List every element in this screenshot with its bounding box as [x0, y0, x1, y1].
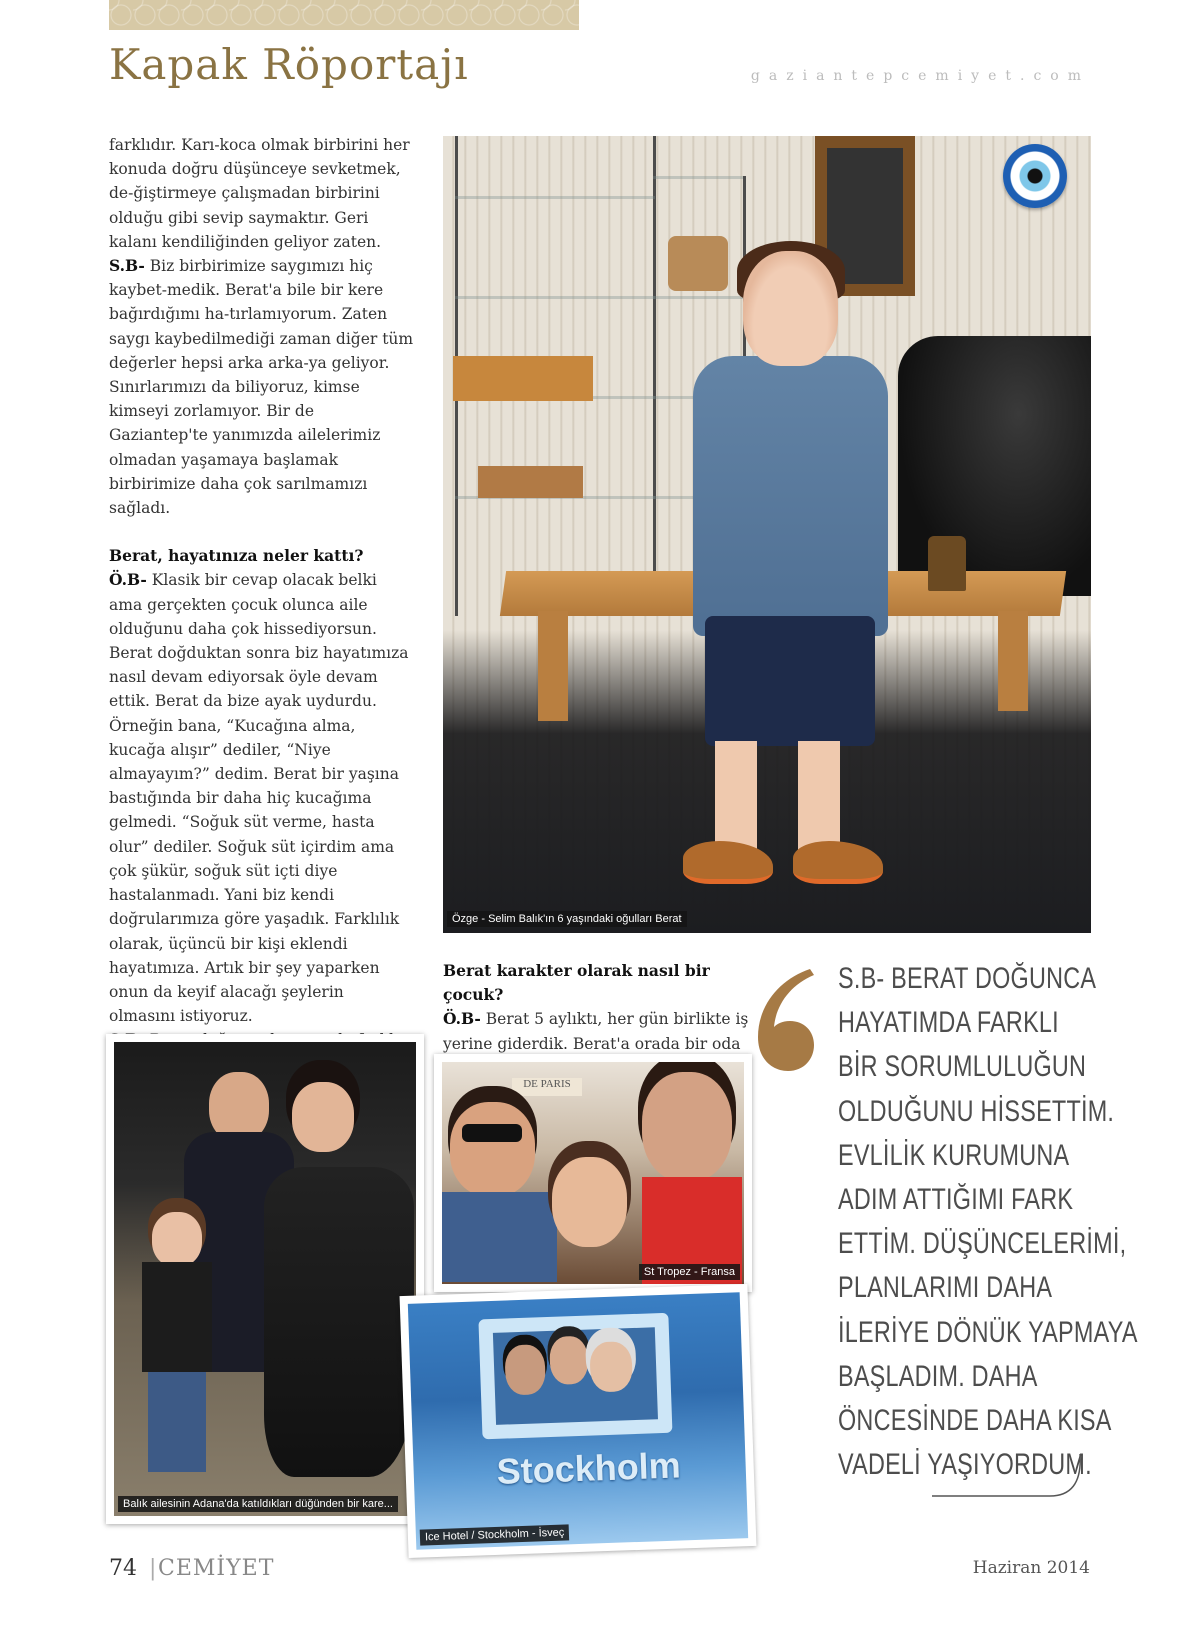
pull-quote-line: HAYATIMDA FARKLI [838, 1006, 1059, 1040]
paragraph [443, 1007, 763, 1055]
pull-quote-line: EVLİLİK KURUMUNA [838, 1138, 1070, 1172]
man-face [504, 1344, 546, 1395]
paragraph: farklıdır. Karı-koca olmak birbirini her konuda doğru düşünceye sevketmek, de-ğiştirmeye çalışmadan birbirini olduğu gibi sevip saymaktır. Geri kalanı kendiliğinden geliyor zaten. [109, 136, 410, 251]
wedding-photo [106, 1034, 424, 1524]
section-title: Kapak Röportajı [109, 40, 469, 89]
cafe-sign: DE PARIS [512, 1078, 582, 1096]
speaker-label: Ö.B- [443, 1009, 481, 1029]
child-face [552, 1157, 627, 1247]
speaker-label: Ö.B- [109, 570, 147, 590]
paragraph [109, 568, 414, 1028]
woman-face [642, 1072, 732, 1182]
paragraph [109, 254, 414, 520]
pull-quote-line: ÖNCESİNDE DAHA KISA [838, 1404, 1112, 1438]
boy-shorts [705, 616, 875, 746]
wooden-box [478, 466, 583, 498]
magazine-name: CEMİYET [158, 1556, 275, 1581]
pull-quote-line: BİR SORUMLULUĞUN [838, 1050, 1087, 1084]
pull-quote-line: OLDUĞUNU HİSSETTİM. [838, 1094, 1115, 1128]
wooden-box [453, 356, 593, 401]
site-url: gaziantepcemiyet.com [750, 68, 1090, 84]
pull-quote-line: ADIM ATTIĞIMI FARK [838, 1183, 1074, 1217]
pull-quote-line: S.B- BERAT DOĞUNCA [838, 962, 1097, 995]
pull-quote-line: VADELİ YAŞIYORDUM. [838, 1448, 1092, 1482]
paragraph-text: Berat 5 aylıktı, her gün birlikte iş yerine giderdik. Berat'a orada bir oda [443, 1010, 749, 1053]
boy-jacket [142, 1262, 212, 1372]
interview-question: Berat, hayatınıza neler kattı? [109, 546, 364, 566]
child-face [589, 1341, 633, 1392]
stockholm-ice-sign: Stockholm [495, 1444, 682, 1492]
pull-quote-line: İLERİYE DÖNÜK YAPMAYA [838, 1315, 1138, 1349]
evil-eye-icon [1003, 144, 1067, 208]
speaker-label: S.B- [109, 256, 145, 276]
boy-shirt [693, 356, 888, 636]
man-shirt [442, 1192, 557, 1282]
woman-face [549, 1336, 589, 1385]
pull-quote-line: ETTİM. DÜŞÜNCELERİMİ, [838, 1227, 1127, 1261]
photo-caption: Balık ailesinin Adana'da katıldıkları düğünden bir kare... [118, 1496, 398, 1512]
page-number: 74 [109, 1556, 137, 1581]
boy-face [743, 251, 838, 366]
boat-shoe [793, 841, 883, 884]
paragraph-text: Biz birbirimize saygımızı hiç kaybet-medik. Berat'a bile bir kere bağırdığımı ha-tırlamıyorum. Zaten saygı kaybedilmediği zaman diğer tüm değerler hepsi arka arka-ya geliyor. Sınırlarımızı da biliyoruz, kimse kimseyi zorlamıyor. Bir de Gaziantep'te yanımızda ailelerimiz olmadan yaşamaya başlamak birbirimize daha çok sarılmamızı sağladı. [109, 257, 414, 518]
man-face [450, 1102, 535, 1197]
main-photo-berat [443, 136, 1091, 933]
sunglasses [462, 1124, 522, 1142]
pull-quote-line: PLANLARIMI DAHA [838, 1271, 1053, 1305]
middle-text-column [443, 959, 763, 1056]
folio-separator: | [149, 1556, 157, 1581]
leather-sofa [898, 336, 1091, 596]
boy-face [152, 1212, 202, 1267]
paragraph-text: Klasik bir cevap olacak belki ama gerçekten çocuk olunca aile olduğunu daha çok hissediyorsun. Berat doğduktan sonra biz hayatımıza nasıl devam ediyorsak öyle devam ettik. Berat da bize ayak uydurdu. Örneğin bana, “Kucağına alma, kucağa alışır” dediler, “Niye almayayım?” dedim. Berat bir yaşına bastığında bir daha hiç kucağıma gelmedi. “Soğuk süt verme, hasta olur” dediler. Soğuk süt içirdim ama çok şükür, soğuk süt içti diye hastalanmadı. Yani biz kendi doğrularımıza göre yaşadık. Farklılık olarak, üçüncü bir kişi eklendi hayatımıza. Artık bir şey yaparken onun da keyif alacağı şeylerin olmasını istiyoruz. [109, 571, 409, 1026]
issue-date: Haziran 2014 [972, 1558, 1090, 1578]
woman-dress [264, 1167, 414, 1477]
photo-caption: St Tropez - Fransa [639, 1264, 740, 1280]
pull-quote [838, 957, 1138, 1487]
pull-quote-line: BAŞLADIM. DAHA [838, 1359, 1038, 1393]
brass-jar [928, 536, 966, 591]
boat-shoe [683, 841, 773, 884]
ice-hotel-photo [400, 1284, 757, 1558]
woman-face [292, 1082, 354, 1152]
boy-jeans [148, 1372, 206, 1472]
quote-mark-icon [752, 965, 822, 1075]
photo-caption: Ice Hotel / Stockholm - İsveç [420, 1524, 570, 1545]
quote-end-flourish [930, 1450, 1090, 1500]
interview-question: Berat karakter olarak nasıl bir çocuk? [443, 961, 710, 1005]
st-tropez-photo [434, 1054, 752, 1292]
photo-caption: Özge - Selim Balık'ın 6 yaşındaki oğulları Berat [447, 911, 687, 927]
wooden-figurine [668, 236, 728, 291]
header-pattern-strip [109, 0, 579, 30]
